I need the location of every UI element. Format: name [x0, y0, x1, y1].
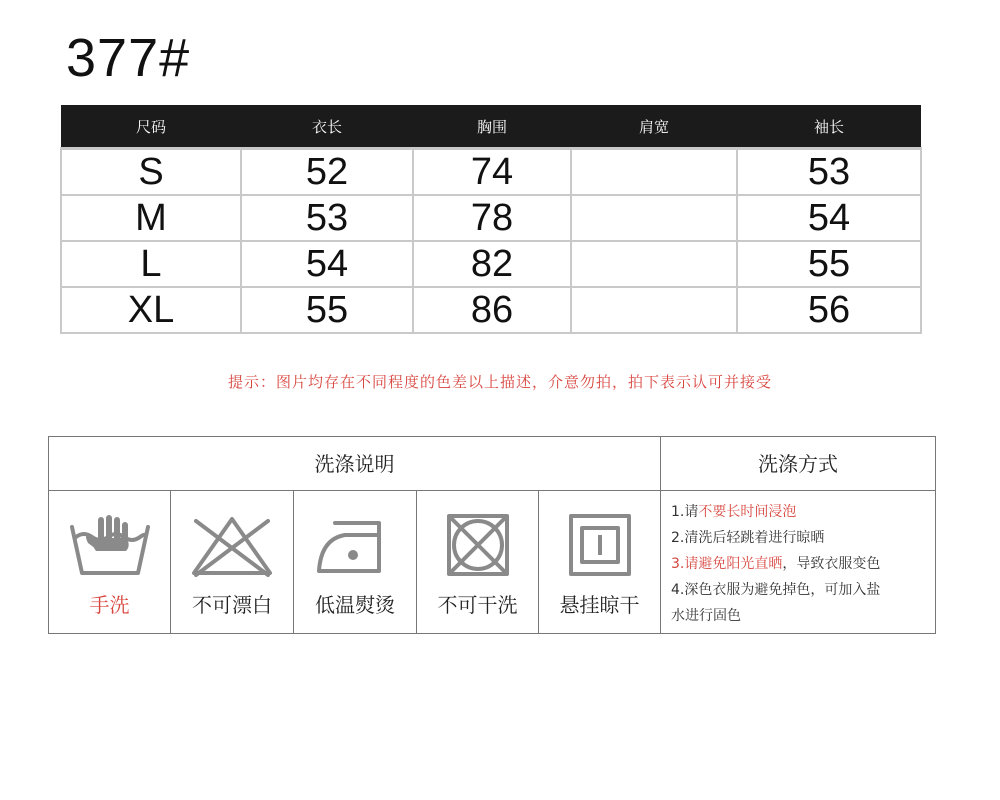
- header-bust: 胸围: [413, 105, 571, 149]
- care-item-low-iron: [294, 491, 417, 633]
- cell-length: 52: [241, 149, 413, 196]
- instruction-3-rest: ，导致衣服变色: [782, 556, 881, 572]
- hand-wash-icon: [68, 513, 152, 577]
- table-row: [61, 195, 921, 241]
- cell-size: XL: [61, 287, 241, 333]
- care-item-hand-wash: [49, 491, 171, 633]
- table-row: [61, 287, 921, 333]
- cell-sleeve: 53: [737, 149, 921, 196]
- instruction-4-line-2: 水进行固色: [671, 608, 741, 624]
- no-dry-clean-icon: [445, 513, 511, 577]
- cell-length: 55: [241, 287, 413, 333]
- low-iron-icon: [315, 513, 395, 577]
- cell-length: 53: [241, 195, 413, 241]
- care-title-wash-method: 洗涤方式: [661, 437, 935, 491]
- cell-bust: 82: [413, 241, 571, 287]
- header-length: 衣长: [241, 105, 413, 149]
- instruction-3: [671, 551, 933, 577]
- care-item-hang-dry: [539, 491, 661, 633]
- cell-bust: 78: [413, 195, 571, 241]
- cell-length: 54: [241, 241, 413, 287]
- cell-sleeve: 56: [737, 287, 921, 333]
- header-size: 尺码: [61, 105, 241, 149]
- cell-sleeve: 54: [737, 195, 921, 241]
- hang-dry-icon: [567, 513, 633, 577]
- care-label: 不可干洗: [437, 593, 518, 617]
- care-label: 手洗: [89, 593, 130, 617]
- cell-size: S: [61, 149, 241, 196]
- care-label: 悬挂晾干: [559, 593, 640, 617]
- care-label: 不可漂白: [192, 593, 272, 617]
- header-sleeve: 袖长: [737, 105, 921, 149]
- cell-shoulder: [571, 287, 737, 333]
- instruction-2: 2.清洗后轻跳着进行晾晒: [671, 530, 825, 546]
- no-bleach-icon: [188, 513, 276, 579]
- cell-size: M: [61, 195, 241, 241]
- instruction-1: [671, 499, 933, 525]
- cell-shoulder: [571, 149, 737, 196]
- care-instructions-box: [48, 436, 936, 634]
- wash-method-list: [671, 499, 933, 629]
- care-title-wash-notes: 洗涤说明: [49, 437, 661, 491]
- cell-bust: 86: [413, 287, 571, 333]
- table-row: [61, 241, 921, 287]
- instruction-1-highlight: 不要长时间浸泡: [698, 504, 797, 520]
- cell-bust: 74: [413, 149, 571, 196]
- cell-size: L: [61, 241, 241, 287]
- size-table: [60, 105, 922, 334]
- instruction-4-line-1: 4.深色衣服为避免掉色，可加入盐: [671, 582, 881, 598]
- table-row: [61, 149, 921, 196]
- instruction-1-prefix: 1.请: [671, 504, 699, 520]
- care-item-no-dry-clean: [417, 491, 539, 633]
- color-difference-notice: 提示：图片均存在不同程度的色差以上描述，介意勿拍，拍下表示认可并接受: [227, 373, 772, 391]
- cell-shoulder: [571, 195, 737, 241]
- care-label: 低温熨烫: [315, 593, 395, 617]
- care-item-no-bleach: [171, 491, 294, 633]
- instruction-3-highlight: 3.请避免阳光直晒: [671, 556, 783, 572]
- header-shoulder: 肩宽: [571, 105, 737, 149]
- cell-sleeve: 55: [737, 241, 921, 287]
- product-code: 377#: [66, 28, 191, 88]
- size-table-header-row: [61, 105, 921, 149]
- cell-shoulder: [571, 241, 737, 287]
